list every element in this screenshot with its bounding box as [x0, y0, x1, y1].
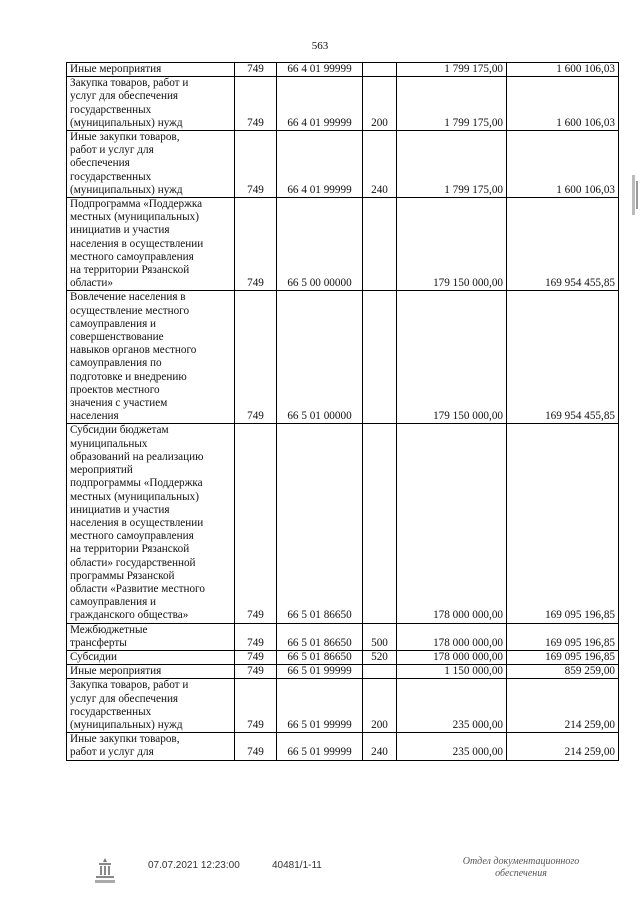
row-name-cell: [67, 291, 235, 424]
row-name-line: местных (муниципальных): [70, 211, 199, 224]
row-plan-cell: 178 000 000,00: [397, 424, 507, 623]
table-row: [67, 679, 619, 733]
row-name-cell: [67, 679, 235, 733]
row-name-line: Иные мероприятия: [70, 63, 162, 75]
row-name-line: Иные мероприятия: [70, 665, 162, 678]
row-fact-cell: 859 259,00: [507, 665, 619, 679]
row-name-line: образований на реализацию: [70, 450, 204, 463]
row-code-cell: 749: [235, 198, 277, 291]
row-target-cell: 66 4 01 99999: [277, 77, 363, 131]
row-name-cell: [67, 424, 235, 623]
row-fact-cell: 169 954 455,85: [507, 198, 619, 291]
row-name-line: государственных: [70, 170, 152, 183]
duma-emblem-icon: [92, 856, 118, 886]
row-target-cell: 66 5 00 00000: [277, 198, 363, 291]
table-row: [67, 131, 619, 198]
row-plan-cell: 1 150 000,00: [397, 665, 507, 679]
table-row: [67, 198, 619, 291]
row-name-line: области» государственной: [70, 556, 196, 569]
row-kind-cell: 240: [363, 733, 397, 760]
table-row: [67, 291, 619, 424]
row-code-cell: 749: [235, 623, 277, 650]
row-name-line: мероприятий: [70, 464, 133, 477]
row-name-line: осуществление местного: [70, 304, 190, 317]
row-name-line: муниципальных: [70, 437, 148, 450]
row-name-line: услуг для обеспечения: [70, 692, 179, 705]
row-name-line: (муниципальных) нужд: [70, 718, 183, 731]
row-target-cell: 66 5 01 86650: [277, 623, 363, 650]
row-name-line: работ и услуг для: [70, 746, 154, 759]
row-name-cell: [67, 623, 235, 650]
row-name-line: работ и услуг для: [70, 144, 154, 157]
row-name-line: Субсидии: [70, 650, 117, 663]
row-target-cell: 66 5 01 00000: [277, 291, 363, 424]
row-kind-cell: 200: [363, 77, 397, 131]
row-name-line: услуг для обеспечения: [70, 90, 179, 103]
page-number: 563: [311, 40, 329, 52]
row-name-cell: [67, 733, 235, 760]
row-plan-cell: 178 000 000,00: [397, 650, 507, 664]
row-kind-cell: [363, 63, 397, 77]
row-kind-cell: 240: [363, 131, 397, 198]
row-name-line: местных (муниципальных): [70, 490, 199, 503]
row-plan-cell: 179 150 000,00: [397, 291, 507, 424]
row-name-line: на территории Рязанской: [70, 543, 190, 556]
row-name-cell: [67, 63, 235, 77]
row-name-line: гражданского общества»: [70, 609, 189, 622]
row-code-cell: 749: [235, 679, 277, 733]
row-plan-cell: 1 799 175,00: [397, 131, 507, 198]
row-kind-cell: 520: [363, 650, 397, 664]
row-target-cell: 66 4 01 99999: [277, 63, 363, 77]
row-name-line: населения в осуществлении: [70, 516, 204, 529]
row-target-cell: 66 5 01 86650: [277, 424, 363, 623]
row-code-cell: 749: [235, 424, 277, 623]
row-target-cell: 66 5 01 86650: [277, 650, 363, 664]
budget-table-body: [67, 63, 619, 761]
table-row: [67, 650, 619, 664]
row-target-cell: 66 5 01 99999: [277, 665, 363, 679]
row-target-cell: 66 5 01 99999: [277, 679, 363, 733]
table-row: [67, 77, 619, 131]
row-name-line: области»: [70, 277, 113, 290]
row-name-line: населения: [70, 410, 119, 423]
row-name-line: самоуправления и: [70, 317, 157, 330]
row-kind-cell: [363, 665, 397, 679]
row-name-line: Закупка товаров, работ и: [70, 77, 189, 90]
row-name-cell: [67, 77, 235, 131]
row-name-line: населения в осуществлении: [70, 237, 204, 250]
row-name-line: подпрограммы «Поддержка: [70, 477, 203, 490]
row-name-line: инициатив и участия: [70, 224, 170, 237]
row-fact-cell: 169 095 196,85: [507, 650, 619, 664]
department-line-2: обеспечения: [495, 868, 547, 879]
row-kind-cell: 200: [363, 679, 397, 733]
row-name-line: (муниципальных) нужд: [70, 116, 183, 129]
table-row: [67, 733, 619, 760]
row-plan-cell: 1 799 175,00: [397, 63, 507, 77]
row-code-cell: 749: [235, 291, 277, 424]
row-target-cell: 66 5 01 99999: [277, 733, 363, 760]
row-name-line: Иные закупки товаров,: [70, 131, 180, 144]
row-kind-cell: 500: [363, 623, 397, 650]
row-name-cell: [67, 665, 235, 679]
row-name-cell: [67, 650, 235, 664]
row-name-line: значения с участием: [70, 397, 168, 410]
row-fact-cell: 1 600 106,03: [507, 77, 619, 131]
row-name-line: проектов местного: [70, 383, 160, 396]
row-code-cell: 749: [235, 650, 277, 664]
table-row: [67, 63, 619, 77]
row-name-line: самоуправления по: [70, 357, 162, 370]
row-name-line: местного самоуправления: [70, 250, 194, 263]
row-name-line: Закупка товаров, работ и: [70, 679, 189, 692]
row-name-line: Субсидии бюджетам: [70, 424, 169, 437]
row-fact-cell: 1 600 106,03: [507, 131, 619, 198]
row-name-line: области «Развитие местного: [70, 582, 205, 595]
row-name-line: подготовке и внедрению: [70, 370, 187, 383]
footer-timestamp: 07.07.2021 12:23:00: [148, 860, 240, 871]
department-line-1: Отдел документационного: [462, 856, 580, 867]
department-stamp: [446, 856, 596, 880]
row-fact-cell: 169 954 455,85: [507, 291, 619, 424]
row-name-cell: [67, 131, 235, 198]
row-name-line: государственных: [70, 705, 152, 718]
row-name-line: программы Рязанской: [70, 569, 175, 582]
row-kind-cell: [363, 424, 397, 623]
row-plan-cell: 178 000 000,00: [397, 623, 507, 650]
row-kind-cell: [363, 198, 397, 291]
row-name-line: государственных: [70, 103, 152, 116]
row-name-line: самоуправления и: [70, 596, 157, 609]
row-code-cell: 749: [235, 77, 277, 131]
row-name-line: навыков органов местного: [70, 344, 197, 357]
row-plan-cell: 179 150 000,00: [397, 198, 507, 291]
row-name-line: инициатив и участия: [70, 503, 170, 516]
row-fact-cell: 169 095 196,85: [507, 424, 619, 623]
table-row: [67, 623, 619, 650]
row-fact-cell: 214 259,00: [507, 679, 619, 733]
footer-doc-number: 40481/1-11: [272, 860, 322, 871]
row-name-line: местного самоуправления: [70, 530, 194, 543]
row-name-line: Иные закупки товаров,: [70, 733, 180, 746]
row-fact-cell: 1 600 106,03: [507, 63, 619, 77]
row-code-cell: 749: [235, 131, 277, 198]
row-code-cell: 749: [235, 63, 277, 77]
scanner-edge-mark: [631, 175, 639, 215]
row-name-line: трансферты: [70, 636, 127, 649]
row-name-cell: [67, 198, 235, 291]
row-plan-cell: 1 799 175,00: [397, 77, 507, 131]
table-row: [67, 665, 619, 679]
row-code-cell: 749: [235, 665, 277, 679]
row-name-line: Подпрограмма «Поддержка: [70, 198, 203, 211]
row-kind-cell: [363, 291, 397, 424]
row-plan-cell: 235 000,00: [397, 733, 507, 760]
row-plan-cell: 235 000,00: [397, 679, 507, 733]
row-name-line: обеспечения: [70, 157, 130, 170]
budget-table: [66, 62, 619, 761]
row-name-line: на территории Рязанской: [70, 264, 190, 277]
row-name-line: совершенствование: [70, 331, 164, 344]
page-footer: [0, 856, 640, 896]
row-fact-cell: 169 095 196,85: [507, 623, 619, 650]
row-name-line: (муниципальных) нужд: [70, 183, 183, 196]
row-code-cell: 749: [235, 733, 277, 760]
row-name-line: Вовлечение населения в: [70, 291, 186, 304]
row-fact-cell: 214 259,00: [507, 733, 619, 760]
row-name-line: Межбюджетные: [70, 623, 148, 636]
table-row: [67, 424, 619, 623]
row-target-cell: 66 4 01 99999: [277, 131, 363, 198]
